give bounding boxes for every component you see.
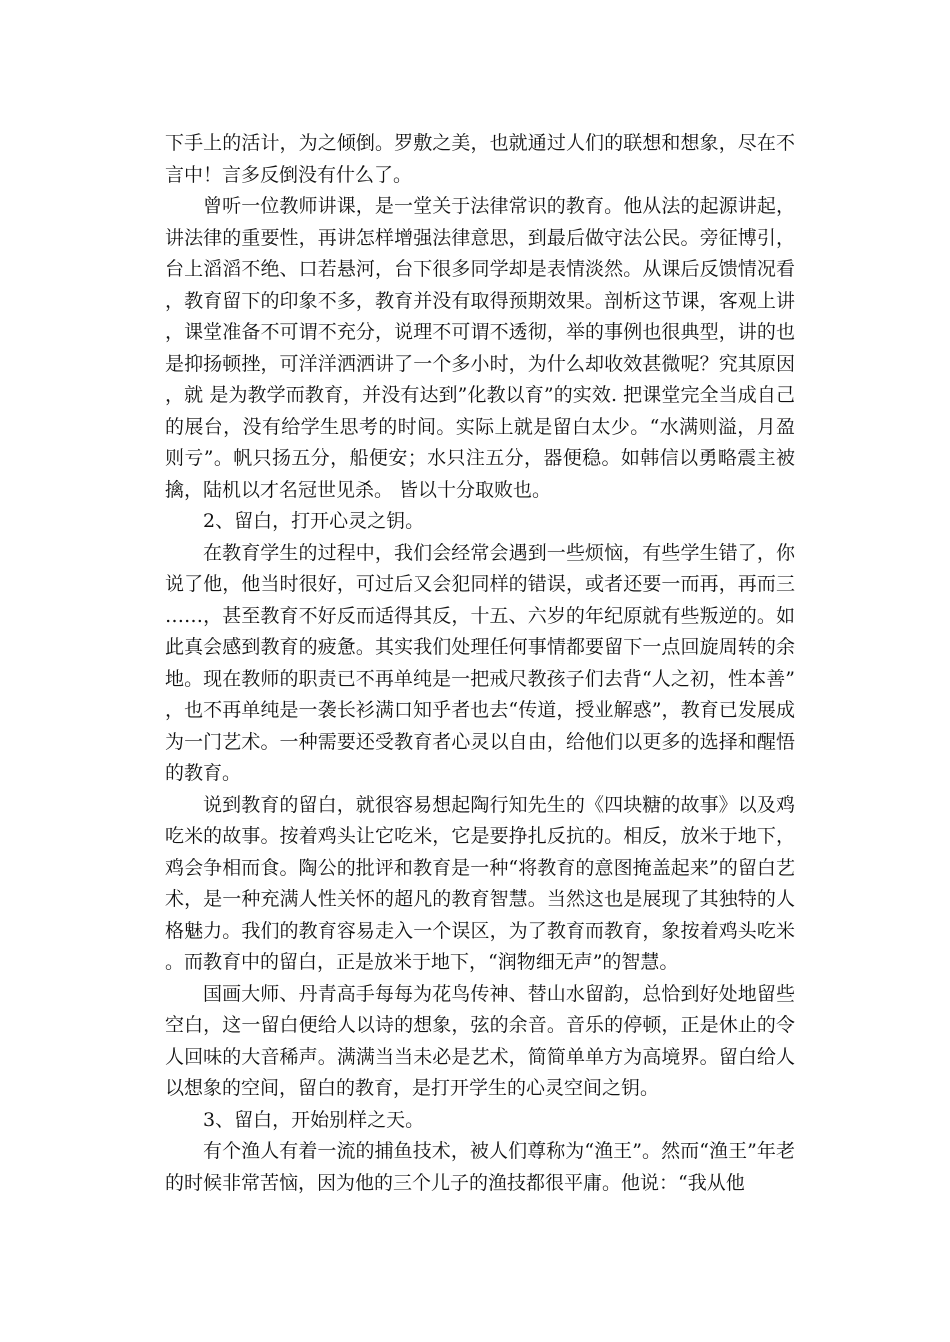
paragraph-student-education: 在教育学生的过程中，我们会经常会遇到一些烦恼，有些学生错了，你说了他，他当时很好，可过后又会犯同样的错误，或者还要一而再，再而三……，甚至教育不好反而适得其反，十五、六岁的年纪原就有些叛逆的。如此真会感到教育的疲惫。其实我们处理任何事情都要留下一点回旋周转的余地。现在教师的职责已不再单纯是一把戒尺教孩子们去背“人之初，性本善”，也不再单纯是一袭长衫满口知乎者也去“传道，授业解惑”，教育已发展成为一门艺术。一种需要还受教育者心灵以自由，给他们以更多的选择和醒悟的教育。 bbox=[165, 541, 795, 784]
section-heading-3: 3、留白，开始别样之天。 bbox=[203, 1108, 425, 1131]
paragraph-law-lesson: 曾听一位教师讲课，是一堂关于法律常识的教育。他从法的起源讲起，讲法律的重要性，再讲怎样增强法律意思，到最后做守法公民。旁征博引，台上滔滔不绝、口若悬河，台下很多同学却是表情淡然。从课后反馈情况看，教育留下的印象不多，教育并没有取得预期效果。剖析这节课，客观上讲，课堂准备不可谓不充分，说理不可谓不透彻，举的事例也很典型，讲的也是抑扬顿挫，可洋洋洒洒讲了一个多小时，为什么却收效甚微呢？究其原因，就 是为教学而教育，并没有达到”化教以育”的实效. 把课堂完全当成自己的展台，没有给学生思考的时间。实际上就是留白太少。“水满则溢，月盈则亏”。帆只扬五分，船便安；水只注五分，器便稳。如韩信以勇略震主被擒，陆机以才名冠世见杀。 皆以十分取败也。 bbox=[165, 195, 795, 501]
paragraph-tao-xingzhi: 说到教育的留白，就很容易想起陶行知先生的《四块糖的故事》以及鸡吃米的故事。按着鸡头让它吃米，它是要挣扎反抗的。相反，放米于地下，鸡会争相而食。陶公的批评和教育是一种“将教育的意图掩盖起来”的留白艺术，是一种充满人性关怀的超凡的教育智慧。当然这也是展现了其独特的人格魅力。我们的教育容易走入一个误区，为了教育而教育，象按着鸡头吃米。而教育中的留白，正是放米于地下，“润物细无声”的智慧。 bbox=[165, 793, 795, 973]
document-body bbox=[165, 128, 795, 1199]
section-heading-2: 2、留白，打开心灵之钥。 bbox=[203, 510, 425, 532]
paragraph-continuation: 下手上的活计，为之倾倒。罗敷之美，也就通过人们的联想和想象，尽在不言中！言多反倒没有什么了。 bbox=[165, 132, 795, 186]
paragraph-fisherman: 有个渔人有着一流的捕鱼技术，被人们尊称为“渔王”。然而“渔王”年老的时候非常苦恼，因为他的三个儿子的渔技都很平庸。他说：“我从他 bbox=[165, 1140, 795, 1194]
paragraph-painting-music: 国画大师、丹青高手每每为花鸟传神、替山水留韵，总恰到好处地留些空白，这一留白便给人以诗的想象，弦的余音。音乐的停顿，正是休止的令人回味的大音稀声。满满当当未必是艺术，简简单单方为高境界。留白给人以想象的空间，留白的教育，是打开学生的心灵空间之钥。 bbox=[165, 982, 795, 1099]
